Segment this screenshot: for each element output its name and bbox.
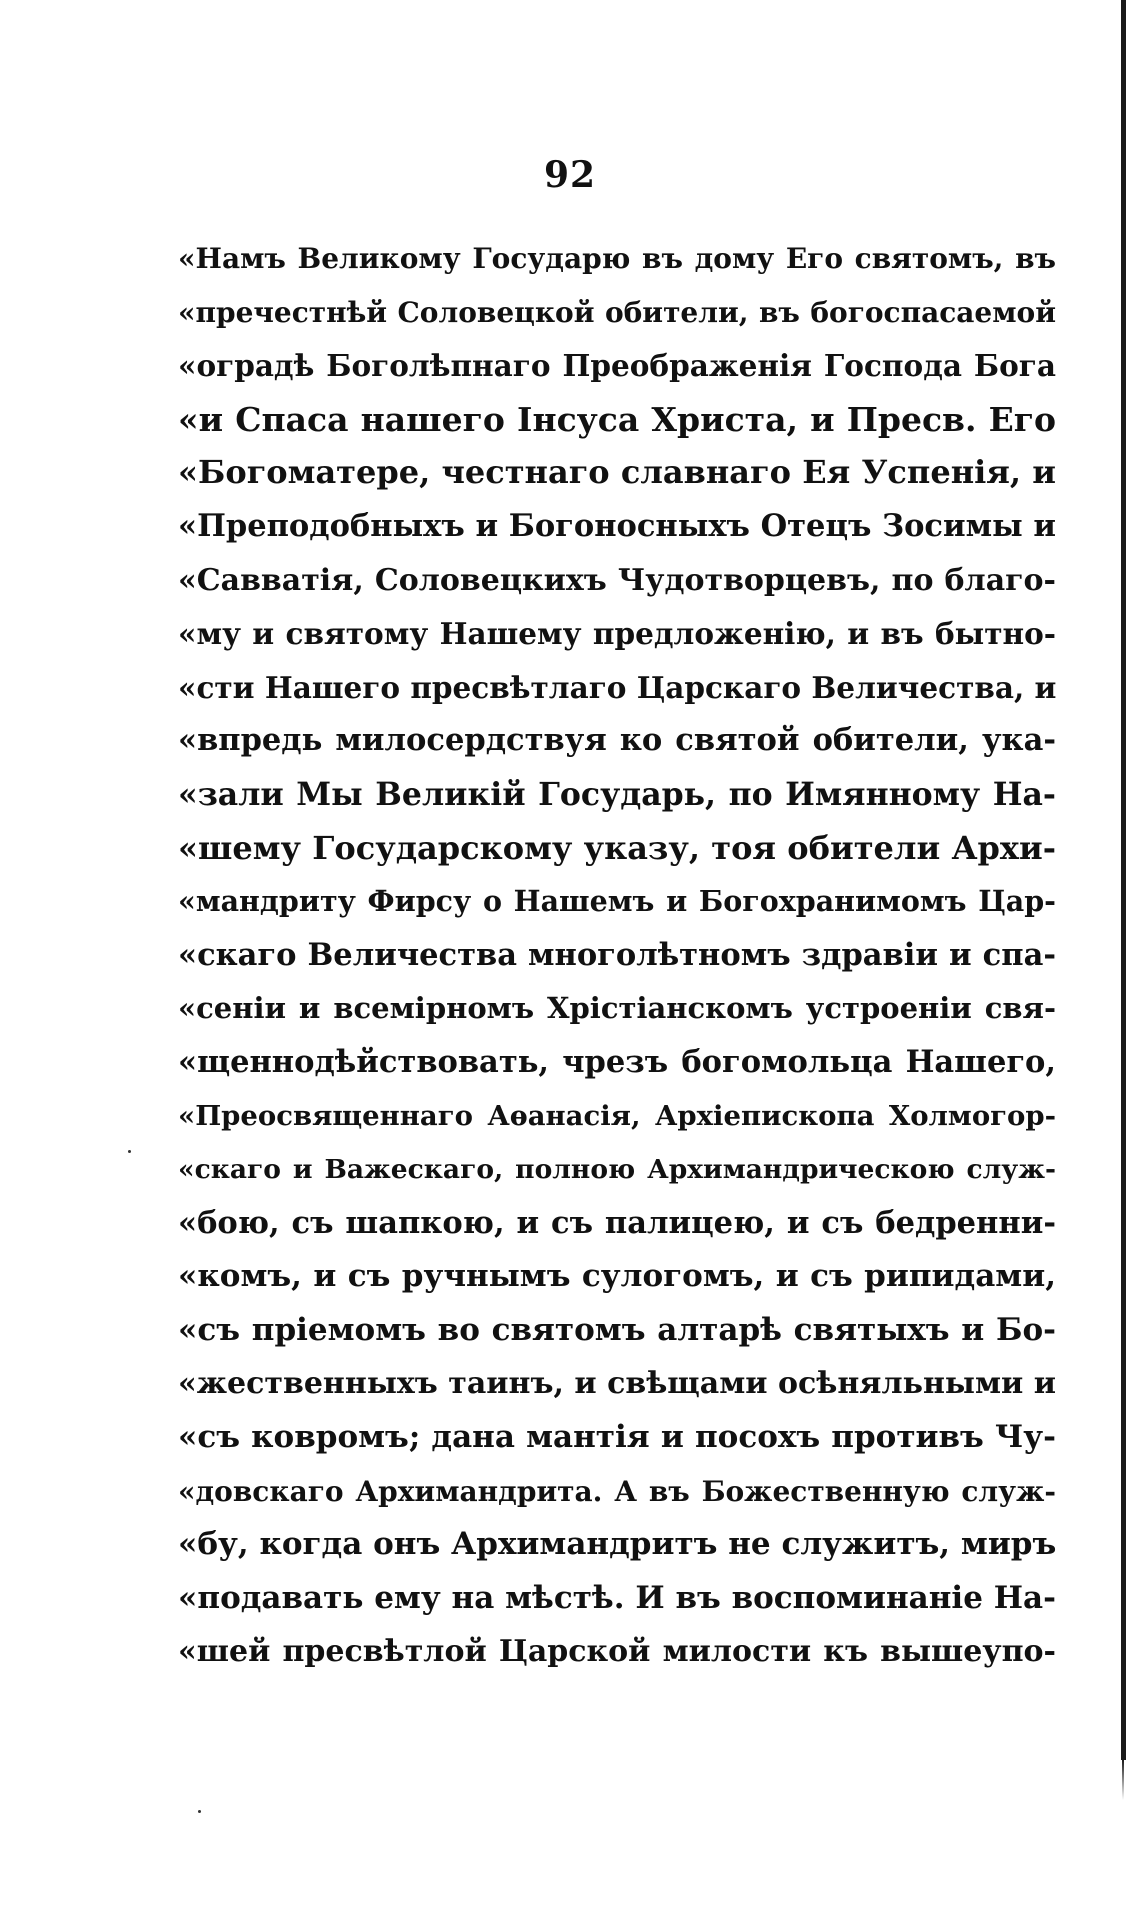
text-line: «пречестнѣй Соловецкой обители, въ богоспасаемой — [178, 295, 1056, 329]
scan-speck — [198, 1810, 201, 1813]
text-line: «зали Мы Великій Государь, по Имянному На- — [178, 775, 1056, 813]
text-line: «Савватія, Соловецкихъ Чудотворцевъ, по благо- — [178, 562, 1056, 598]
text-line: «жественныхъ таинъ, и свѣщами осѣняльными и — [178, 1366, 1056, 1402]
text-line: «Преподобныхъ и Богоносныхъ Отецъ Зосимы и — [178, 507, 1056, 544]
text-line: «шей пресвѣтлой Царской милости къ вышеупо- — [178, 1634, 1056, 1670]
text-line: «бою, съ шапкою, и съ палицею, и съ бедренни- — [178, 1204, 1056, 1241]
text-line: «впредь милосердствуя ко святой обители, ука- — [178, 722, 1056, 759]
text-line: «Преосвященнаго Аѳанасія, Архіепископа Холмогор- — [178, 1099, 1056, 1132]
text-line: «Намъ Великому Государю въ дому Его святомъ, въ — [178, 242, 1056, 275]
text-line: «скаго и Важескаго, полною Архимандрическою служ- — [178, 1154, 1056, 1186]
text-line: «комъ, и съ ручнымъ сулогомъ, и съ рипидами, — [178, 1258, 1056, 1295]
text-line: «му и святому Нашему предложенію, и въ бытно- — [178, 616, 1056, 652]
text-line: «мандриту Фирсу о Нашемъ и Богохранимомъ Цар- — [178, 884, 1056, 919]
text-line: «скаго Величества многолѣтномъ здравіи и спа- — [178, 936, 1056, 973]
text-line: «щеннодѣйствовать, чрезъ богомольца Нашего, — [178, 1043, 1056, 1080]
text-line: «и Спаса нашего Інсуса Христа, и Пресв. Его — [178, 399, 1056, 439]
body-text — [178, 232, 1056, 1679]
text-line: «сти Нашего пресвѣтлаго Царскаго Величества, и — [178, 669, 1056, 705]
text-line: «подавать ему на мѣстѣ. И въ воспоминаніе На- — [178, 1579, 1056, 1616]
text-line: «съ пріемомъ во святомъ алтарѣ святыхъ и Бо- — [178, 1311, 1056, 1348]
text-line: «бу, когда онъ Архимандритъ не служитъ, миръ — [178, 1526, 1056, 1563]
page-number: 92 — [543, 154, 597, 196]
text-line: «съ ковромъ; дана мантія и посохъ противъ Чу- — [178, 1419, 1056, 1456]
scan-speck — [128, 1150, 131, 1153]
text-line: «шему Государскому указу, тоя обители Архи- — [178, 828, 1056, 867]
text-line: «Богоматере, честнаго славнаго Ея Успенія, и — [178, 453, 1056, 492]
text-line: «сеніи и всемірномъ Хрістіанскомъ устроеніи свя- — [178, 991, 1056, 1026]
text-line: «довскаго Архимандрита. А въ Божественную служ- — [178, 1474, 1056, 1508]
text-line: «оградѣ Боголѣпнаго Преображенія Господа Бога — [178, 348, 1056, 384]
page-edge-line — [1121, 0, 1126, 1760]
page-edge-line-fade — [1122, 1760, 1124, 1800]
